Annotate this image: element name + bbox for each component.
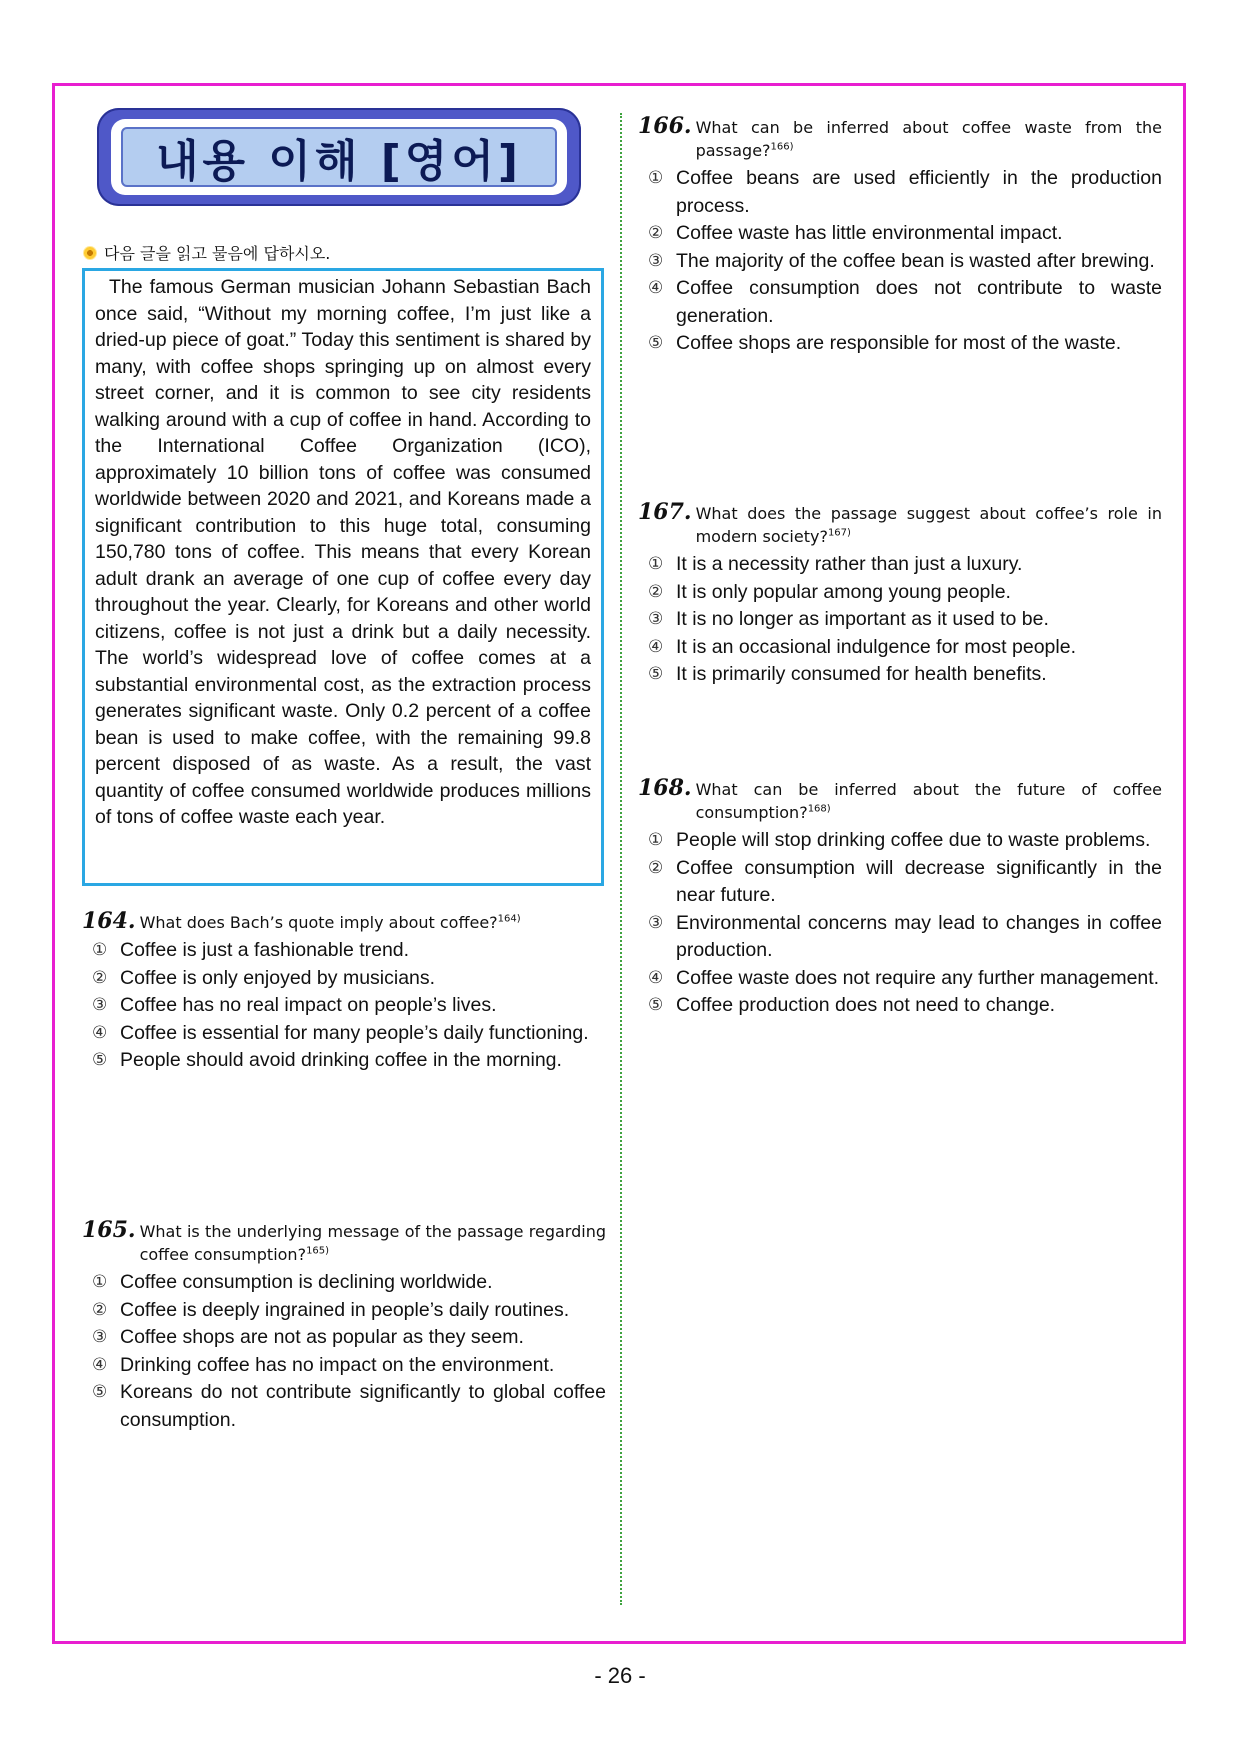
option-item[interactable]: ④ Coffee is essential for many people’s daily functioning. — [92, 1021, 589, 1044]
page-title: 내용 이해 [영어] — [156, 136, 522, 187]
footnote-ref: 167) — [827, 527, 851, 539]
option-item[interactable]: ① People will stop drinking coffee due to waste problems. — [648, 829, 1151, 851]
option-item[interactable]: ② Coffee consumption will decrease significantly in the near future. — [648, 856, 1162, 906]
footnote-ref: 164) — [497, 913, 521, 925]
page-number: - 26 - — [594, 1663, 646, 1688]
question-167 — [638, 501, 1162, 689]
option-item[interactable]: ⑤ Coffee shops are responsible for most of the waste. — [648, 332, 1122, 354]
question-166 — [638, 115, 1162, 358]
question-number: 165. — [82, 1217, 136, 1243]
option-item[interactable]: ④ Coffee consumption does not contribute to waste generation. — [648, 277, 1162, 327]
reading-passage — [82, 268, 604, 886]
option-item[interactable]: ① It is a necessity rather than just a luxury. — [648, 553, 1023, 575]
option-list — [638, 551, 1162, 689]
instruction-text: 다음 글을 읽고 물음에 답하시오. — [104, 244, 331, 263]
question-text: What can be inferred about the future of coffee consumption?$^{168)}$ — [695, 780, 1162, 822]
question-number: 167. — [638, 499, 692, 525]
option-item[interactable]: ② It is only popular among young people. — [648, 580, 1011, 603]
option-item[interactable]: ⑤ It is primarily consumed for health benefits. — [648, 663, 1047, 685]
option-item[interactable]: ④ Coffee waste does not require any further management. — [648, 966, 1160, 989]
footnote-ref: 166) — [770, 141, 794, 153]
option-item[interactable]: ④ It is an occasional indulgence for most people. — [648, 635, 1076, 658]
option-list — [638, 165, 1162, 358]
footnote-ref: 165) — [306, 1245, 330, 1257]
question-number: 164. — [82, 908, 136, 934]
title-badge — [97, 108, 581, 206]
column-divider — [620, 113, 622, 1605]
question-number: 166. — [638, 113, 692, 139]
question-164 — [82, 910, 606, 1075]
option-item[interactable]: ③ It is no longer as important as it used to be. — [648, 608, 1049, 630]
question-168 — [638, 777, 1162, 1020]
option-list — [82, 1269, 606, 1434]
option-item[interactable]: ⑤ People should avoid drinking coffee in the morning. — [92, 1049, 562, 1071]
option-item[interactable]: ③ The majority of the coffee bean is wasted after brewing. — [648, 249, 1155, 272]
footnote-ref: 168) — [807, 803, 831, 815]
option-item[interactable]: ⑤ Koreans do not contribute significantly to global coffee consumption. — [92, 1381, 606, 1431]
option-item[interactable]: ② Coffee is deeply ingrained in people’s daily routines. — [92, 1298, 570, 1321]
question-text: What can be inferred about coffee waste from the passage?$^{166)}$ — [695, 118, 1162, 160]
flower-icon — [82, 245, 98, 261]
option-item[interactable]: ① Coffee is just a fashionable trend. — [92, 939, 410, 961]
passage-text: The famous German musician Johann Sebastian Bach once said, “Without my morning coffee, I’m just like a dried-up piece of goat.” Today this sentiment is shared by many, with coffee shops springing up on almost every street corner, and it is common to see city residents walking around with a cup of coffee in hand. According to the International Coffee Organization (ICO), approximately 10 billion tons of coffee was consumed worldwide between 2020 and 2021, and Koreans made a significant contribution to this huge total, consuming 150,780 tons of coffee. This means that every Korean adult drank an average of one cup of coffee every day throughout the year. Clearly, for Koreans and other world citizens, coffee is not just a drink but a daily necessity. The world’s widespread love of coffee comes at a substantial environmental cost, as the extraction process generates significant waste. Only 0.2 percent of a coffee bean is used to make coffee, with the remaining 99.8 percent disposed of as waste. As a result, the vast quantity of coffee consumed worldwide produces millions of tons of coffee waste each year. — [95, 276, 591, 828]
question-text: What does Bach’s quote imply about coffee?$^{164)}$ — [139, 913, 521, 932]
option-item[interactable]: ③ Coffee has no real impact on people’s lives. — [92, 994, 497, 1016]
option-item[interactable]: ③ Environmental concerns may lead to changes in coffee production. — [648, 911, 1162, 961]
option-item[interactable]: ① Coffee beans are used efficiently in the production process. — [648, 167, 1162, 217]
option-item[interactable]: ② Coffee is only enjoyed by musicians. — [92, 966, 436, 989]
question-text: What does the passage suggest about coffee’s role in modern society?$^{167)}$ — [695, 504, 1162, 546]
option-list — [638, 827, 1162, 1020]
option-list — [82, 937, 606, 1075]
option-item[interactable]: ④ Drinking coffee has no impact on the environment. — [92, 1353, 555, 1376]
option-item[interactable]: ③ Coffee shops are not as popular as they seem. — [92, 1326, 524, 1348]
option-item[interactable]: ① Coffee consumption is declining worldwide. — [92, 1271, 493, 1293]
option-item[interactable]: ② Coffee waste has little environmental impact. — [648, 222, 1063, 244]
question-165 — [82, 1219, 606, 1434]
instruction — [82, 241, 330, 264]
question-text: What is the underlying message of the passage regarding coffee consumption?$^{165)}$ — [139, 1222, 606, 1264]
option-item[interactable]: ⑤ Coffee production does not need to change. — [648, 994, 1056, 1016]
question-number: 168. — [638, 775, 692, 801]
